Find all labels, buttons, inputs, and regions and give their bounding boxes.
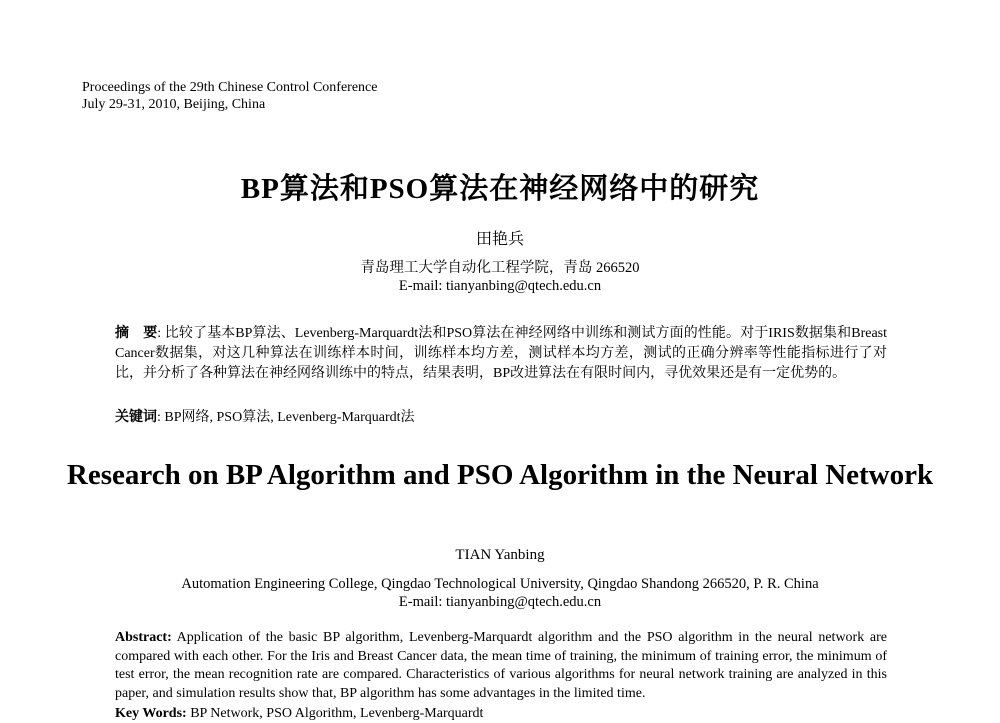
english-abstract xyxy=(115,629,887,703)
english-affiliation-block xyxy=(0,575,1000,611)
english-email: E-mail: tianyanbing@qtech.edu.cn xyxy=(398,594,602,610)
chinese-affiliation-block xyxy=(0,259,1000,295)
chinese-keywords-text: : BP网络, PSO算法, Levenberg-Marquardt法 xyxy=(157,410,415,425)
chinese-abstract-text: : 比较了基本BP算法、Levenberg-Marquardt法和PSO算法在神经网络中训练和测试方面的性能。对于IRIS数据集和Breast Cancer数据集，对这几种算法在训练样本时间，训练样本均方差，测试样本均方差，测试的正确分辨率等性能指标进行了对比，并分析了各种算法在神经网络训练中的特点，结果表明，BP改进算法在有限时间内，寻优效果还是有一定优势的。 xyxy=(115,326,887,381)
english-keywords xyxy=(115,705,887,723)
chinese-abstract xyxy=(115,324,887,384)
proceedings-header xyxy=(82,79,377,113)
chinese-keywords xyxy=(115,408,887,428)
english-title: Research on BP Algorithm and PSO Algorithm in the Neural Network xyxy=(66,459,934,491)
chinese-title: BP算法和PSO算法在神经网络中的研究 xyxy=(240,173,760,205)
proceedings-line-1: Proceedings of the 29th Chinese Control Conference xyxy=(82,80,378,95)
chinese-author: 田艳兵 xyxy=(475,231,524,248)
proceedings-line-2: July 29-31, 2010, Beijing, China xyxy=(82,97,266,112)
english-affiliation: Automation Engineering College, Qingdao Technological University, Qingdao Shandong 266520, P. R. China xyxy=(181,576,819,592)
chinese-abstract-label: 摘 要 xyxy=(115,326,158,341)
english-keywords-text: BP Network, PSO Algorithm, Levenberg-Marquardt xyxy=(186,706,484,721)
english-author: TIAN Yanbing xyxy=(455,547,545,563)
english-abstract-label: Abstract: xyxy=(115,630,172,645)
english-keywords-label: Key Words: xyxy=(115,706,187,721)
chinese-email: E-mail: tianyanbing@qtech.edu.cn xyxy=(398,278,602,294)
chinese-affiliation: 青岛理工大学自动化工程学院，青岛 266520 xyxy=(360,260,640,276)
chinese-keywords-label: 关键词 xyxy=(115,410,157,425)
english-abstract-text: Application of the basic BP algorithm, Levenberg-Marquardt algorithm and the PSO algorithm in the neural network are compared with each other. For the Iris and Breast Cancer data, the mean time of training, the minimum of training error, the minimum of test error, the mean recognition rate are compared. Characteristics of various algorithms for neural network training are analyzed in this paper, and simulation results show that, BP algorithm has some advantages in the limited time. xyxy=(115,630,887,701)
